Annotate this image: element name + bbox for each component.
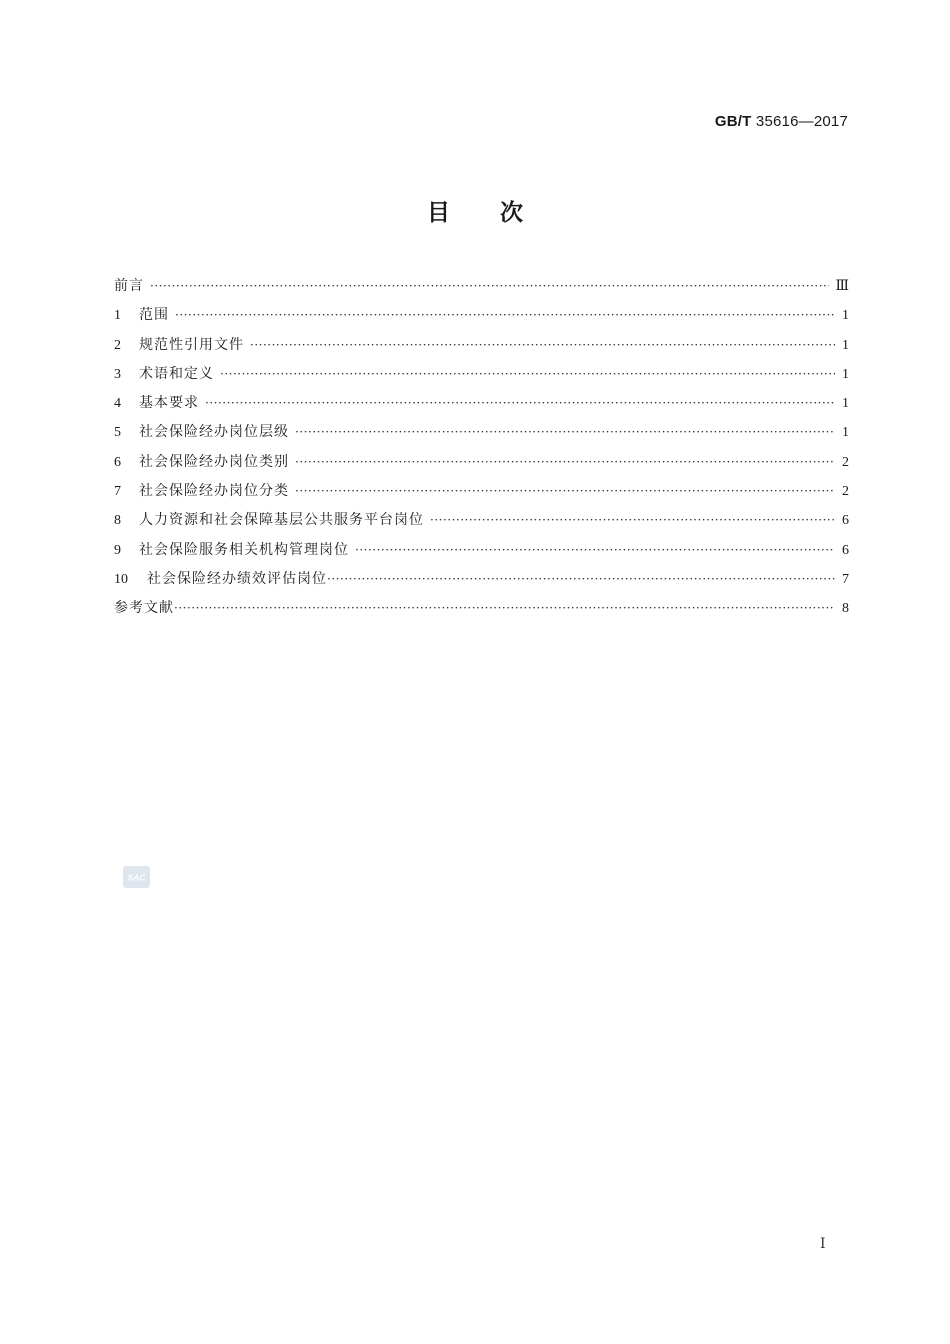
- toc-entry-label: 社会保险经办岗位层级: [139, 424, 289, 441]
- toc-entry-label: 人力资源和社会保障基层公共服务平台岗位: [139, 512, 424, 529]
- toc-entry-number: 7: [114, 484, 121, 500]
- toc-entry-position-classification[interactable]: [114, 477, 849, 506]
- toc-entry-label: 术语和定义: [139, 365, 214, 382]
- page-title: [0, 194, 950, 227]
- standard-code: [715, 113, 848, 130]
- toc-entry-page: 1: [842, 308, 849, 324]
- toc-entry-page: 1: [842, 337, 849, 353]
- toc-entry-label: 社会保险经办岗位类别: [139, 453, 289, 470]
- toc-leader-dots: [174, 594, 835, 623]
- toc-entry-number: 6: [114, 454, 121, 470]
- toc-leader-dots: [327, 565, 835, 594]
- toc-entry-label: 范围: [139, 307, 169, 324]
- toc-entry-label: 规范性引用文件: [139, 336, 244, 353]
- toc-entry-number: 4: [114, 396, 121, 412]
- standard-number: 35616—2017: [755, 113, 848, 130]
- toc-entry-page: 6: [842, 513, 849, 529]
- toc-leader-dots: [175, 301, 835, 330]
- toc-entry-normative-references[interactable]: [114, 331, 849, 360]
- toc-entry-label: 社会保险服务相关机构管理岗位: [139, 541, 349, 558]
- toc-leader-dots: [295, 477, 835, 506]
- toc-leader-dots: [355, 536, 835, 565]
- toc-entry-number: 1: [114, 308, 121, 324]
- toc-entry-terms-definitions[interactable]: [114, 360, 849, 389]
- toc-entry-page: 7: [842, 571, 849, 587]
- toc-entry-label: 基本要求: [139, 395, 199, 412]
- toc-entry-page: 1: [842, 366, 849, 382]
- toc-entry-page: 1: [842, 425, 849, 441]
- toc-entry-number: 3: [114, 366, 121, 382]
- title-char-1: 目: [427, 200, 450, 226]
- page-number: Ⅰ: [820, 1237, 826, 1252]
- toc-entry-page: Ⅲ: [835, 279, 849, 294]
- toc-entry-bibliography[interactable]: [114, 594, 849, 623]
- toc-leader-dots: [150, 272, 829, 301]
- standard-prefix: GB/T: [714, 113, 752, 130]
- toc-entry-foreword[interactable]: [114, 272, 849, 301]
- toc-entry-basic-requirements[interactable]: [114, 389, 849, 418]
- toc-entry-number: 10: [114, 571, 128, 587]
- toc-leader-dots: [295, 418, 835, 447]
- toc-leader-dots: [220, 360, 835, 389]
- toc-entry-number: 5: [114, 425, 121, 441]
- toc-entry-label: 前言: [114, 278, 144, 294]
- toc-entry-number: 9: [114, 542, 121, 558]
- toc-entry-related-institutions[interactable]: [114, 536, 849, 565]
- toc-entry-label: 参考文献: [114, 600, 174, 617]
- toc-entry-position-categories[interactable]: [114, 448, 849, 477]
- sac-watermark-logo: [123, 866, 150, 888]
- toc-entry-label: 社会保险经办绩效评估岗位: [147, 570, 327, 587]
- toc-entry-page: 1: [842, 396, 849, 412]
- toc-entry-page: 2: [842, 454, 849, 470]
- toc-entry-number: 8: [114, 513, 121, 529]
- svg-text:SAC: SAC: [127, 872, 146, 883]
- toc-leader-dots: [430, 506, 835, 535]
- toc-entry-label: 社会保险经办岗位分类: [139, 483, 289, 500]
- title-char-2: 次: [500, 200, 523, 226]
- toc-entry-position-levels[interactable]: [114, 418, 849, 447]
- toc-entry-performance-evaluation[interactable]: [114, 565, 849, 594]
- toc-entry-number: 2: [114, 337, 121, 353]
- toc-leader-dots: [295, 448, 835, 477]
- toc-entry-scope[interactable]: [114, 301, 849, 330]
- toc-entry-page: 8: [842, 601, 849, 617]
- toc-leader-dots: [250, 331, 835, 360]
- toc-entry-page: 2: [842, 484, 849, 500]
- toc-entry-page: 6: [842, 542, 849, 558]
- toc-leader-dots: [205, 389, 835, 418]
- table-of-contents: [114, 272, 849, 624]
- toc-entry-public-service-platform[interactable]: [114, 506, 849, 535]
